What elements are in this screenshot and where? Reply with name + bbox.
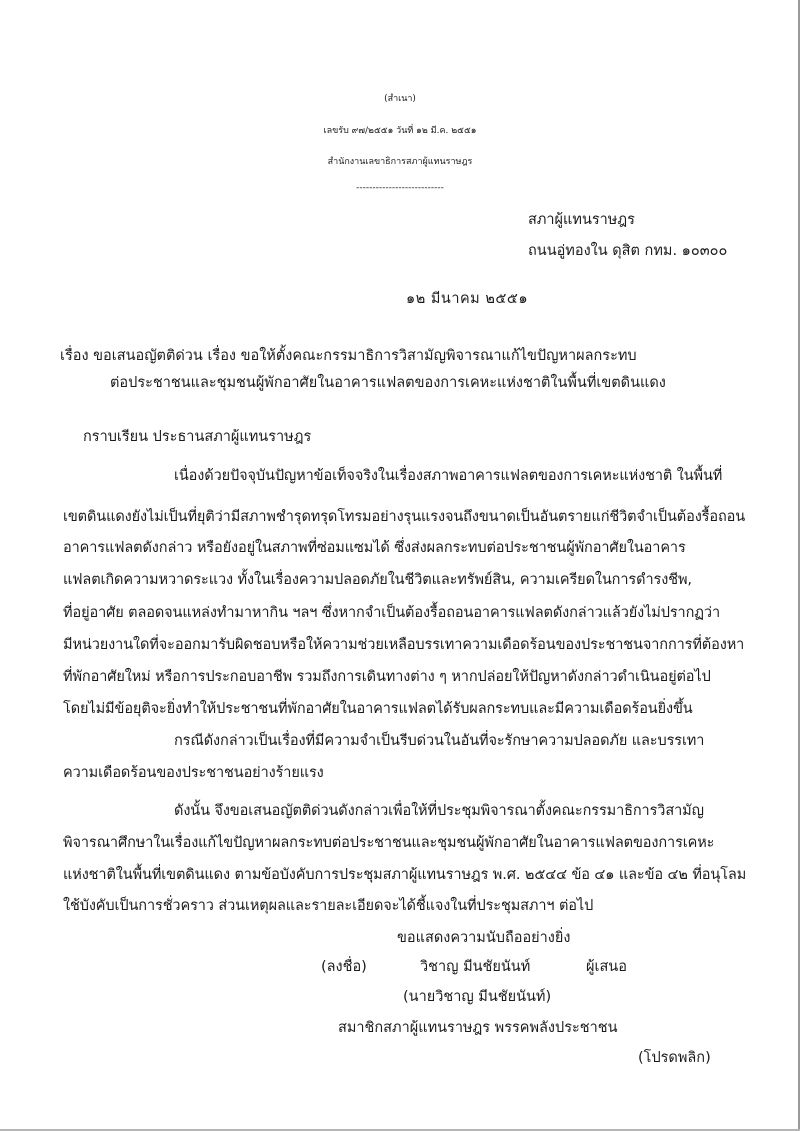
signed-name: วิชาญ มีนชัยนันท์: [420, 959, 531, 975]
address-line-2: ถนนอู่ทองใน ดุสิต กทม. ๑๐๓๐๐: [528, 243, 728, 259]
para1-line-5: ที่อยู่อาศัย ตลอดจนแหล่งทำมาหากิน ฯลฯ ซึ่งหากจำเป็นต้องรื้อถอนอาคารแฟลตดังกล่าวแล้วยังไม่ปรากฏว่า: [63, 605, 720, 621]
signer-role: ผู้เสนอ: [586, 959, 627, 975]
page-turn-note: (โปรดพลิก): [638, 1050, 711, 1066]
para3-line-3: แห่งชาติในพื้นที่เขตดินแดง ตามข้อบังคับการประชุมสภาผู้แทนราษฎร พ.ศ. ๒๕๔๔ ข้อ ๔๑ และข้อ ๔๒ ที่อนุโลม: [63, 867, 747, 883]
signed-label: (ลงชื่อ): [321, 959, 367, 975]
receipt-line: เลขรับ ๙๗/๒๕๕๑ วันที่ ๑๒ มี.ค. ๒๕๕๑: [323, 126, 477, 136]
salutation: กราบเรียน ประธานสภาผู้แทนราษฎร: [83, 429, 312, 445]
office-name: สำนักงานเลขาธิการสภาผู้แทนราษฎร: [327, 157, 473, 167]
para1-line-1: เนื่องด้วยปัจจุบันปัญหาข้อเท็จจริงในเรื่องสภาพอาคารแฟลตของการเคหะแห่งชาติ ในพื้นที่: [174, 468, 723, 484]
closing: ขอแสดงความนับถืออย่างยิ่ง: [397, 930, 571, 946]
para3-line-1: ดังนั้น จึงขอเสนอญัตติด่วนดังกล่าวเพื่อให้ที่ประชุมพิจารณาตั้งคณะกรรมาธิการวิสามัญ: [174, 803, 704, 819]
para2-line-1: กรณีดังกล่าวเป็นเรื่องที่มีความจำเป็นรีบด่วนในอันที่จะรักษาความปลอดภัย และบรรเทา: [174, 733, 705, 749]
para1-line-8: โดยไม่มีข้อยุติจะยิ่งทำให้ประชาชนที่พักอาศัยในอาคารแฟลตได้รับผลกระทบและมีความเดือดร้อนยิ่งขึ้น: [63, 701, 693, 717]
letter-date: ๑๒ มีนาคม ๒๕๕๑: [406, 291, 529, 307]
para3-line-2: พิจารณาศึกษาในเรื่องแก้ไขปัญหาผลกระทบต่อประชาชนและชุมชนผู้พักอาศัยในอาคารแฟลตของการเคหะ: [63, 835, 715, 851]
para1-line-3: อาคารแฟลตดังกล่าว หรือยังอยู่ในสภาพที่ซ่อมแซมได้ ซึ่งส่งผลกระทบต่อประชาชนผู้พักอาศัยในอาคาร: [63, 540, 686, 556]
divider: ---------------------------: [356, 183, 444, 193]
address-line-1: สภาผู้แทนราษฎร: [528, 212, 635, 228]
subject-line-2: ต่อประชาชนและชุมชนผู้พักอาศัยในอาคารแฟลตของการเคหะแห่งชาติในพื้นที่เขตดินแดง: [110, 375, 666, 391]
signer-position: สมาชิกสภาผู้แทนราษฎร พรรคพลังประชาชน: [338, 1020, 618, 1036]
para1-line-6: มีหน่วยงานใดที่จะออกมารับผิดชอบหรือให้ความช่วยเหลือบรรเทาความเดือดร้อนของประชาชนจากการที่ต้องหา: [63, 637, 745, 653]
para2-line-2: ความเดือดร้อนของประชาชนอย่างร้ายแรง: [63, 765, 324, 781]
subject-line-1: เรื่อง ขอเสนอญัตติด่วน เรื่อง ขอให้ตั้งคณะกรรมาธิการวิสามัญพิจารณาแก้ไขปัญหาผลกระทบ: [60, 348, 637, 364]
para3-line-4: ใช้บังคับเป็นการชั่วคราว ส่วนเหตุผลและรายละเอียดจะได้ชี้แจงในที่ประชุมสภาฯ ต่อไป: [63, 898, 594, 914]
copy-mark: (สำเนา): [384, 94, 416, 104]
signer-full-name: (นายวิชาญ มีนชัยนันท์): [403, 989, 552, 1005]
para1-line-4: แฟลตเกิดความหวาดระแวง ทั้งในเรื่องความปลอดภัยในชีวิตและทรัพย์สิน, ความเครียดในการดำรงชีพ,: [63, 572, 692, 588]
para1-line-2: เขตดินแดงยังไม่เป็นที่ยุติว่ามีสภาพชำรุดทรุดโทรมอย่างรุนแรงจนถึงขนาดเป็นอันตรายแก่ชีวิตจำเป็นต้องรื้อถอน: [63, 509, 746, 525]
para1-line-7: ที่พักอาศัยใหม่ หรือการประกอบอาชีพ รวมถึงการเดินทางต่าง ๆ หากปล่อยให้ปัญหาดังกล่าวดำเนินอยู่ต่อไป: [63, 669, 711, 685]
